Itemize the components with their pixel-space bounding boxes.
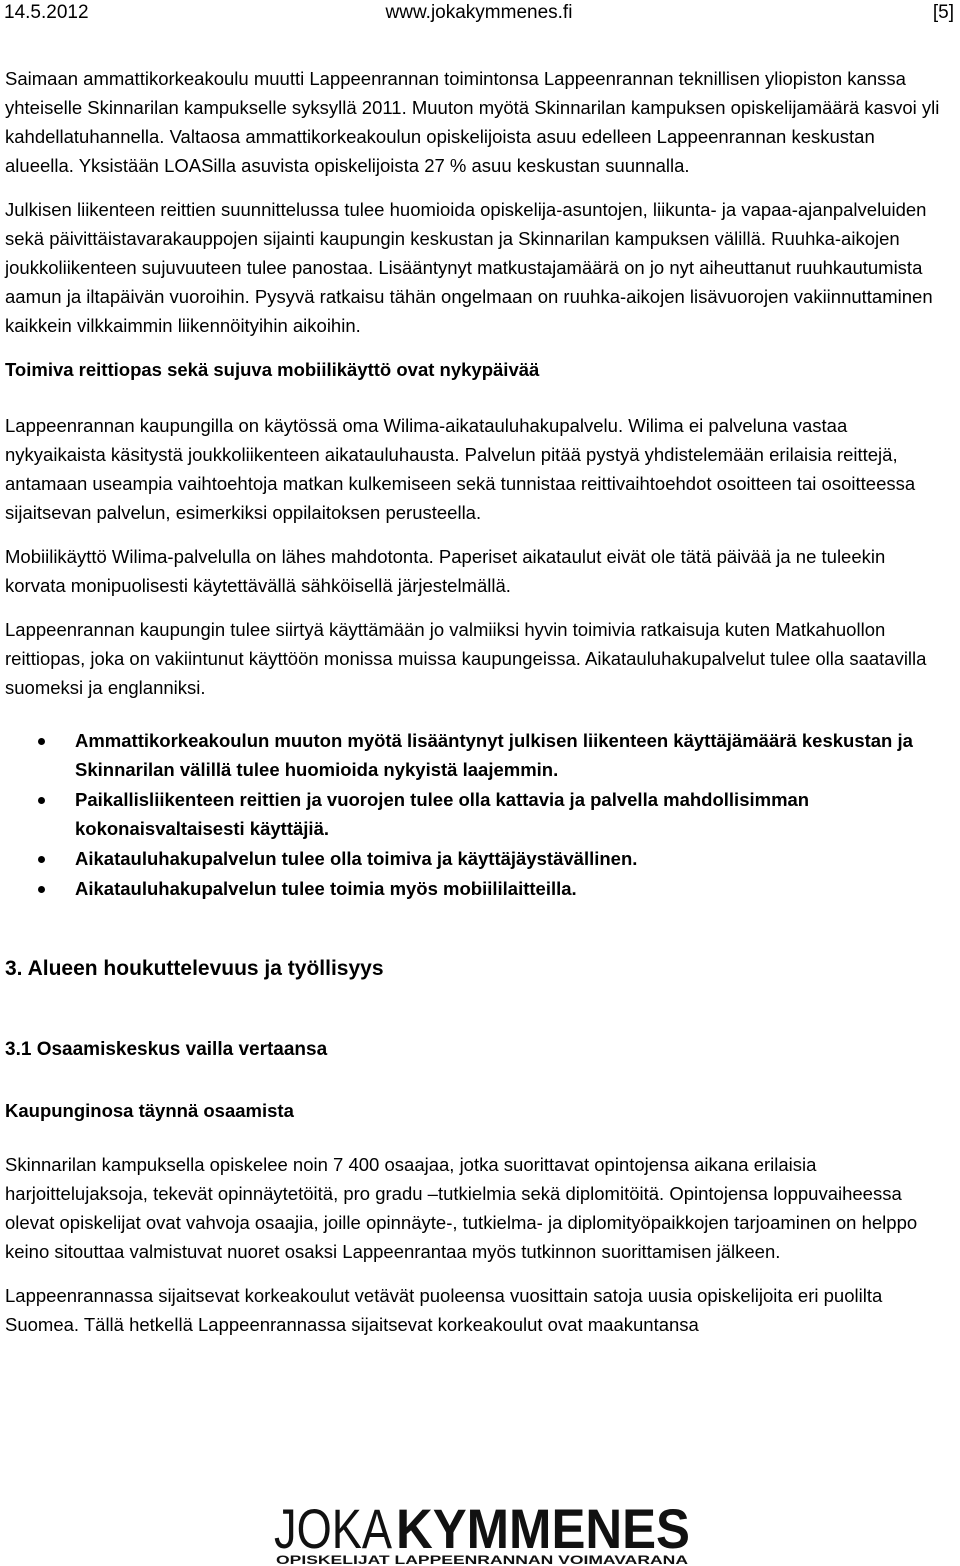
list-item — [5, 874, 940, 904]
bullet-icon — [38, 886, 45, 893]
header-website[interactable]: www.jokakymmenes.fi — [385, 2, 573, 23]
paragraph: Julkisen liikenteen reittien suunnittelussa tulee huomioida opiskelija-asuntojen, liikunta- ja vapaa-ajanpalveluiden sekä päivittäistavarakauppojen sijainti kaupungin keskustan ja Skinnarilan kampuksen välillä. Ruuhka-aikojen joukkoliikenteen sujuvuuteen tulee panostaa. Lisääntynyt matkustajamäärä on jo nyt aiheuttanut ruuhkautumista aamun ja iltapäivän vuoroihin. Pysyvä ratkaisu tähän ongelmaan on ruuhka-aikojen lisävuorojen vakiinnuttaminen kaikkein vilkkaimmin liikennöityihin aikoihin. — [5, 199, 933, 336]
jokakymmenes-logo — [272, 1496, 692, 1566]
list-item — [5, 785, 940, 844]
header-date: 14.5.2012 — [4, 2, 89, 23]
header-page-number: [5] — [932, 2, 954, 23]
subsection-heading: 3.1 Osaamiskeskus vailla vertaansa — [5, 1039, 328, 1060]
bullet-icon — [38, 856, 45, 863]
logo-tagline: OPISKELIJAT LAPPEENRANNAN VOIMAVARANA — [276, 1553, 689, 1566]
list-item-text: Ammattikorkeakoulun muuton myötä lisääntynyt julkisen liikenteen käyttäjämäärä keskustan ja Skinnarilan välillä tulee huomioida nykyistä laajemmin. — [75, 730, 913, 780]
topic-heading: Kaupunginosa täynnä osaamista — [5, 1100, 294, 1121]
list-item — [5, 844, 940, 874]
document-body — [5, 64, 940, 1354]
list-item-text: Aikatauluhakupalvelun tulee toimia myös mobiililaitteilla. — [75, 878, 577, 899]
bullet-icon — [38, 797, 45, 804]
list-item-text: Paikallisliikenteen reittien ja vuorojen tulee olla kattavia ja palvella mahdollisimman kokonaisvaltaisesti käyttäjiä. — [75, 789, 810, 839]
bullet-icon — [38, 738, 45, 745]
list-item-text: Aikatauluhakupalvelun tulee olla toimiva ja käyttäjäystävällinen. — [75, 848, 638, 869]
logo-word-light: JOKA — [274, 1497, 393, 1560]
logo-word-bold: KYMMENES — [396, 1497, 690, 1560]
paragraph: Saimaan ammattikorkeakoulu muutti Lappeenrannan toimintonsa Lappeenrannan teknillisen yliopiston kanssa yhteiselle Skinnarilan kampukselle syksyllä 2011. Muuton myötä Skinnarilan kampuksen opiskelijamäärä kasvoi yli kahdellatuhannella. Valtaosa ammattikorkeakoulun opiskelijoista asuu edelleen Lappeenrannan keskustan alueella. Yksistään LOASilla asuvista opiskelijoista 27 % asuu keskustan suunnalla. — [5, 68, 940, 176]
list-item — [5, 726, 940, 785]
paragraph: Lappeenrannan kaupungin tulee siirtyä käyttämään jo valmiiksi hyvin toimivia ratkaisuja kuten Matkahuollon reittiopas, joka on vakiintunut käyttöön monissa muissa kaupungeissa. Aikatauluhakupalvelut tulee olla saatavilla suomeksi ja englanniksi. — [5, 619, 927, 698]
paragraph: Lappeenrannassa sijaitsevat korkeakoulut vetävät puoleensa vuosittain satoja uusia opiskelijoita eri puolilta Suomea. Tällä hetkellä Lappeenrannassa sijaitsevat korkeakoulut ovat maakuntansa — [5, 1285, 883, 1335]
paragraph: Lappeenrannan kaupungilla on käytössä oma Wilima-aikatauluhakupalvelu. Wilima ei palveluna vastaa nykyaikaista käsitystä joukkoliikenteen aikatauluhausta. Palvelun pitää pystyä yhdistelemään erilaisia reittejä, antamaan useampia vaihtoehtoja matkan kulkemiseen sekä tunnistaa reittivaihtoehdot osoitteen tai osoitteessa sijaitsevan palvelun, esimerkiksi oppilaitoksen perusteella. — [5, 415, 916, 523]
paragraph: Skinnarilan kampuksella opiskelee noin 7 400 osaajaa, jotka suorittavat opintojensa aikana erilaisia harjoittelujaksoja, tekevät opinnäytetöitä, pro gradu –tutkielmia sekä diplomitöitä. Opintojensa loppuvaiheessa olevat opiskelijat ovat vahvoja osaajia, joille opinnäyte-, tutkielma- ja diplomityöpaikkojen tarjoaminen on helppo keino sitouttaa valmistuvat nuoret osaksi Lappeenrantaa myös tutkinnon suorittamisen jälkeen. — [5, 1154, 918, 1262]
page-header — [4, 0, 954, 28]
subheading: Toimiva reittiopas sekä sujuva mobiilikäyttö ovat nykypäivää — [5, 359, 540, 380]
bullet-list — [5, 726, 940, 904]
paragraph: Mobiilikäyttö Wilima-palvelulla on lähes mahdotonta. Paperiset aikataulut eivät ole tätä päivää ja ne tuleekin korvata monipuolisesti käytettävällä sähköisellä järjestelmällä. — [5, 546, 886, 596]
section-heading: 3. Alueen houkuttelevuus ja työllisyys — [5, 957, 384, 980]
